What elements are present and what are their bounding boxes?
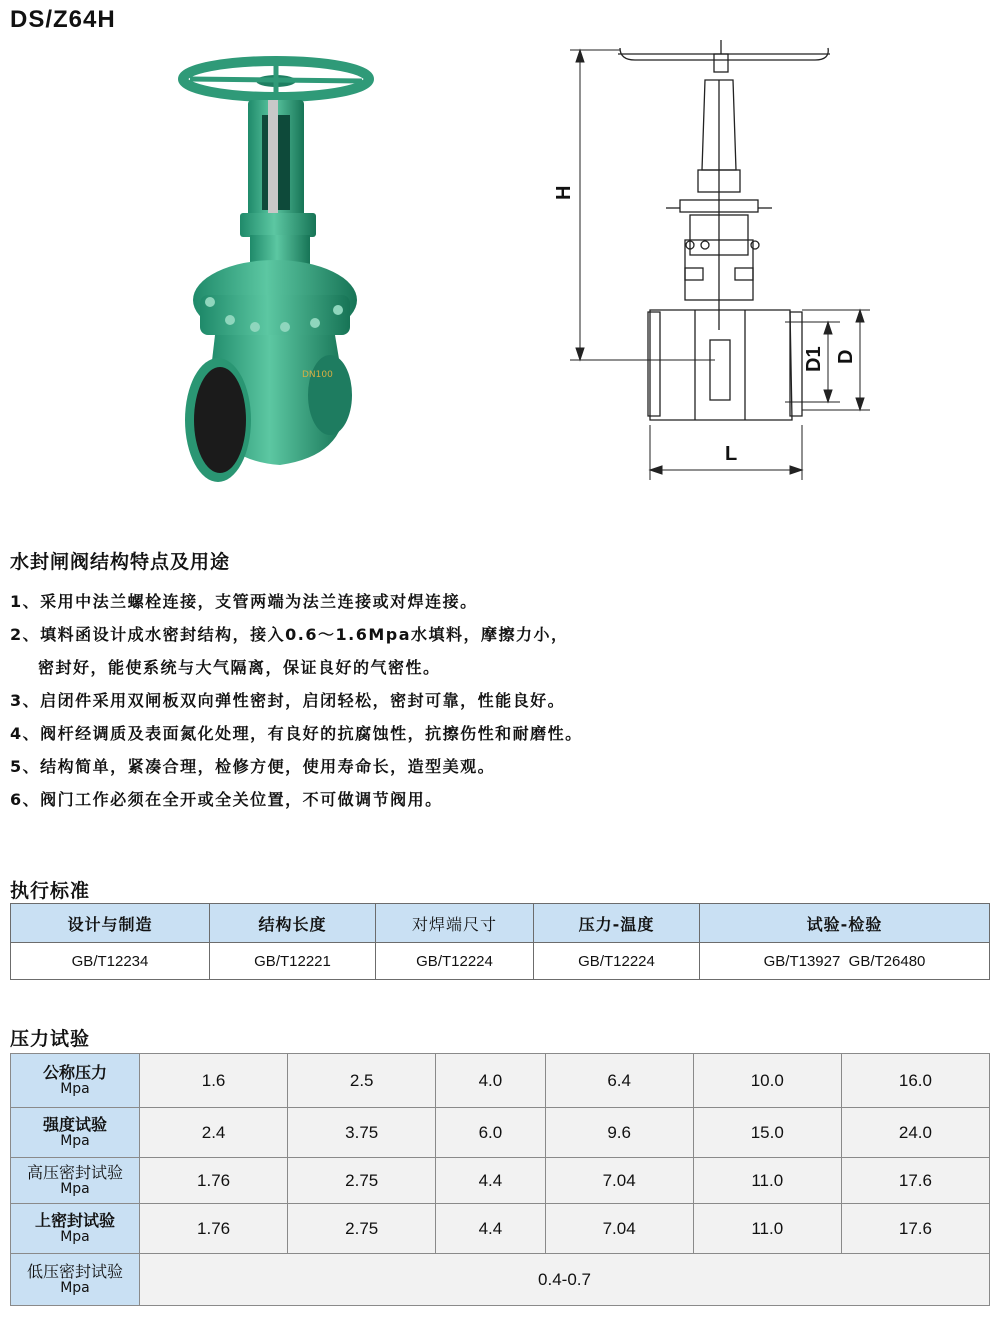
pressure-table [10, 1053, 990, 1306]
table-cell: 24.0 [841, 1108, 989, 1158]
row-header: 强度试验 Mpa [11, 1108, 140, 1158]
features-heading: 水封闸阀结构特点及用途 [10, 551, 231, 573]
table-cell: GB/T12224 [376, 943, 534, 980]
table-cell: GB/T12224 [534, 943, 700, 980]
table-cell: 7.04 [545, 1158, 693, 1204]
table-cell: 2.4 [140, 1108, 288, 1158]
table-cell: 3.75 [288, 1108, 436, 1158]
table-cell: GB/T12234 [11, 943, 210, 980]
column-header: 试验-检验 [700, 904, 990, 943]
table-cell: 1.76 [140, 1158, 288, 1204]
feature-item: 2、填料函设计成水密封结构，接入0.6～1.6Mpa水填料，摩擦力小， [10, 625, 569, 644]
table-cell: 4.4 [436, 1158, 545, 1204]
table-row [11, 1254, 990, 1306]
feature-item: 3、启闭件采用双闸板双向弹性密封，启闭轻松，密封可靠，性能良好。 [10, 691, 566, 710]
column-header: 压力-温度 [534, 904, 700, 943]
page-title: DS/Z64H [10, 6, 116, 33]
table-cell: 2.5 [288, 1054, 436, 1108]
column-header: 对焊端尺寸 [376, 904, 534, 943]
label-h: H [553, 185, 575, 200]
column-header: 结构长度 [210, 904, 376, 943]
table-cell: GB/T12221 [210, 943, 376, 980]
table-cell: 2.75 [288, 1158, 436, 1204]
table-row [11, 1204, 990, 1254]
pressure-heading: 压力试验 [10, 1028, 91, 1050]
label-d: D [835, 349, 857, 364]
standards-table [10, 903, 990, 980]
table-cell: 2.75 [288, 1204, 436, 1254]
feature-item: 5、结构简单，紧凑合理，检修方便，使用寿命长，造型美观。 [10, 757, 496, 776]
dimension-drawing [540, 40, 880, 490]
valve-photo [170, 55, 390, 505]
row-header: 低压密封试验 Mpa [11, 1254, 140, 1306]
table-cell: 16.0 [841, 1054, 989, 1108]
label-d1: D1 [803, 346, 825, 372]
column-header: 设计与制造 [11, 904, 210, 943]
table-cell: 11.0 [693, 1158, 841, 1204]
table-cell: 11.0 [693, 1204, 841, 1254]
table-cell: 17.6 [841, 1204, 989, 1254]
row-header: 公称压力 Mpa [11, 1054, 140, 1108]
table-cell: 1.6 [140, 1054, 288, 1108]
row-header: 高压密封试验 Mpa [11, 1158, 140, 1204]
table-row [11, 1108, 990, 1158]
table-cell: 6.4 [545, 1054, 693, 1108]
table-cell: 1.76 [140, 1204, 288, 1254]
feature-item: 4、阀杆经调质及表面氮化处理，有良好的抗腐蚀性，抗擦伤性和耐磨性。 [10, 724, 583, 743]
table-cell: 0.4-0.7 [140, 1254, 990, 1306]
features-list [10, 585, 910, 816]
table-cell: 10.0 [693, 1054, 841, 1108]
table-row [11, 943, 990, 980]
feature-item: 1、采用中法兰螺栓连接，支管两端为法兰连接或对焊连接。 [10, 592, 478, 611]
table-cell: 7.04 [545, 1204, 693, 1254]
feature-item: 密封好，能使系统与大气隔离，保证良好的气密性。 [38, 658, 441, 677]
table-cell: GB/T13927 GB/T26480 [700, 943, 990, 980]
table-cell: 15.0 [693, 1108, 841, 1158]
row-header: 上密封试验 Mpa [11, 1204, 140, 1254]
table-cell: 17.6 [841, 1158, 989, 1204]
table-cell: 6.0 [436, 1108, 545, 1158]
table-row [11, 1158, 990, 1204]
table-cell: 9.6 [545, 1108, 693, 1158]
label-l: L [725, 443, 738, 465]
table-cell: 4.4 [436, 1204, 545, 1254]
table-cell: 4.0 [436, 1054, 545, 1108]
body-marking: DN100 [302, 370, 333, 380]
table-header-row [11, 904, 990, 943]
feature-item: 6、阀门工作必须在全开或全关位置，不可做调节阀用。 [10, 790, 443, 809]
standards-heading: 执行标准 [10, 880, 91, 902]
table-row [11, 1054, 990, 1108]
